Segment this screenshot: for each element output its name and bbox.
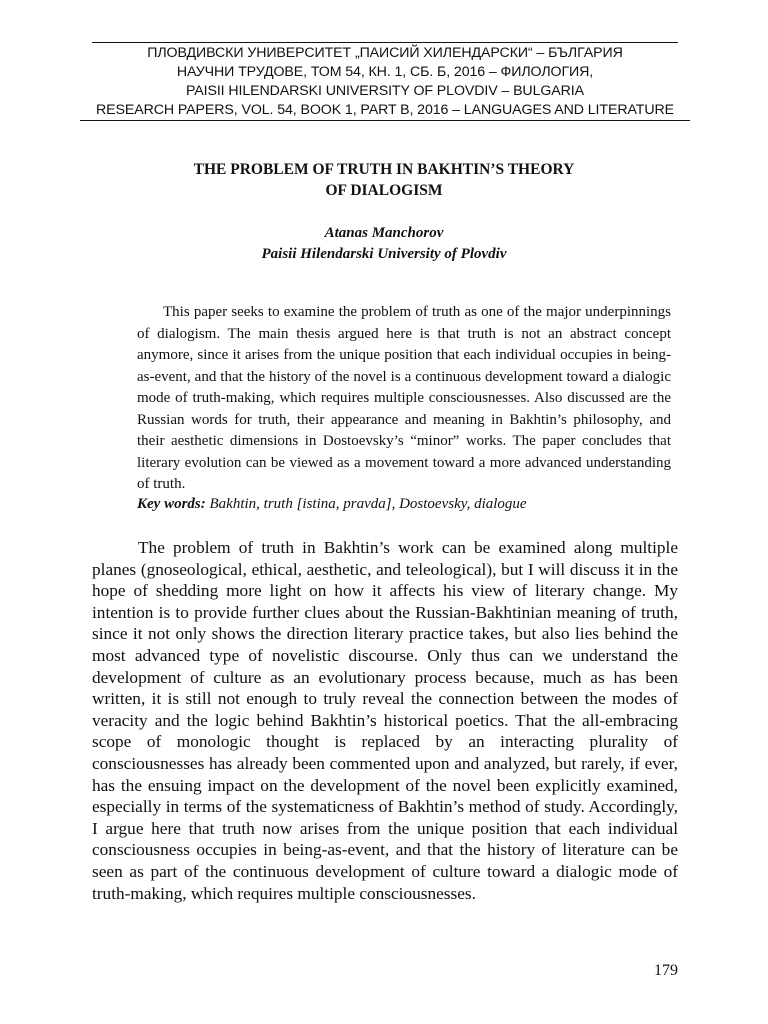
keywords-values: Bakhtin, truth [istina, pravda], Dostoevsky, dialogue	[205, 496, 527, 512]
keywords-label: Key words:	[137, 496, 206, 512]
header-line-en-university: PAISII HILENDARSKI UNIVERSITY OF PLOVDIV – BULGARIA	[185, 83, 585, 99]
paper-title	[90, 159, 678, 201]
author-block	[90, 223, 678, 265]
journal-header	[80, 44, 690, 121]
body-text	[92, 537, 678, 904]
header-line-bg-journal: НАУЧНИ ТРУДОВЕ, ТОМ 54, КН. 1, СБ. Б, 2016 – ФИЛОЛОГИЯ,	[176, 64, 594, 80]
keywords-line	[137, 494, 671, 515]
paper-title-line-2: OF DIALOGISM	[325, 182, 443, 199]
page-number: 179	[654, 962, 678, 979]
paper-title-line-1: THE PROBLEM OF TRUTH IN BAKHTIN’S THEORY	[193, 161, 575, 178]
header-line-bg-university: ПЛОВДИВСКИ УНИВЕРСИТЕТ „ПАИСИЙ ХИЛЕНДАРСКИ“ – БЪЛГАРИЯ	[147, 45, 623, 61]
abstract	[137, 302, 671, 496]
header-top-rule	[92, 42, 678, 43]
author-affiliation: Paisii Hilendarski University of Plovdiv	[261, 246, 507, 262]
header-line-en-journal: RESEARCH PAPERS, VOL. 54, BOOK 1, PART B, 2016 – LANGUAGES AND LITERATURE	[80, 101, 690, 121]
author-name: Atanas Manchorov	[324, 225, 444, 241]
abstract-text: This paper seeks to examine the problem of truth as one of the major underpinnings of dialogism. The main thesis argued here is that truth is not an abstract concept anymore, since it arises from the unique position that each individual occupies in being-as-event, and that the history of the novel is a continuous development toward a dialogic mode of truth-making, which requires multiple consciousnesses. Also discussed are the Russian words for truth, their appearance and meaning in Bakhtin’s philosophy, and their aesthetic dimensions in Dostoevsky’s “minor” works. The paper concludes that literary evolution can be viewed as a movement toward a more advanced understanding of truth.	[137, 304, 671, 492]
body-paragraph-1: The problem of truth in Bakhtin’s work can be examined along multiple planes (gnoseological, ethical, aesthetic, and teleological), but I will discuss it in the hope of shedding more light on how it affects his view of literary change. My intention is to provide further clues about the Russian-Bakhtinian meaning of truth, since it not only shows the direction literary practice takes, but also lies behind the most advanced type of novelistic discourse. Only thus can we understand the development of culture as an evolutionary process because, much as has been written, it is still not enough to truly reveal the connection between the modes of veracity and the logic behind Bakhtin’s historical poetics. That the all-embracing scope of monologic thought is replaced by an interacting plurality of consciousnesses has already been commented upon and analyzed, but rarely, if ever, has the ensuing impact on the development of the novel been explicitly examined, especially in terms of the systematicness of Bakhtin’s method of study. Accordingly, I argue here that truth now arises from the unique position that each individual consciousness occupies in being-as-event, and that the history of literature can be seen as part of the continuous development of culture toward a dialogic mode of truth-making, which requires multiple consciousnesses.	[92, 538, 678, 903]
